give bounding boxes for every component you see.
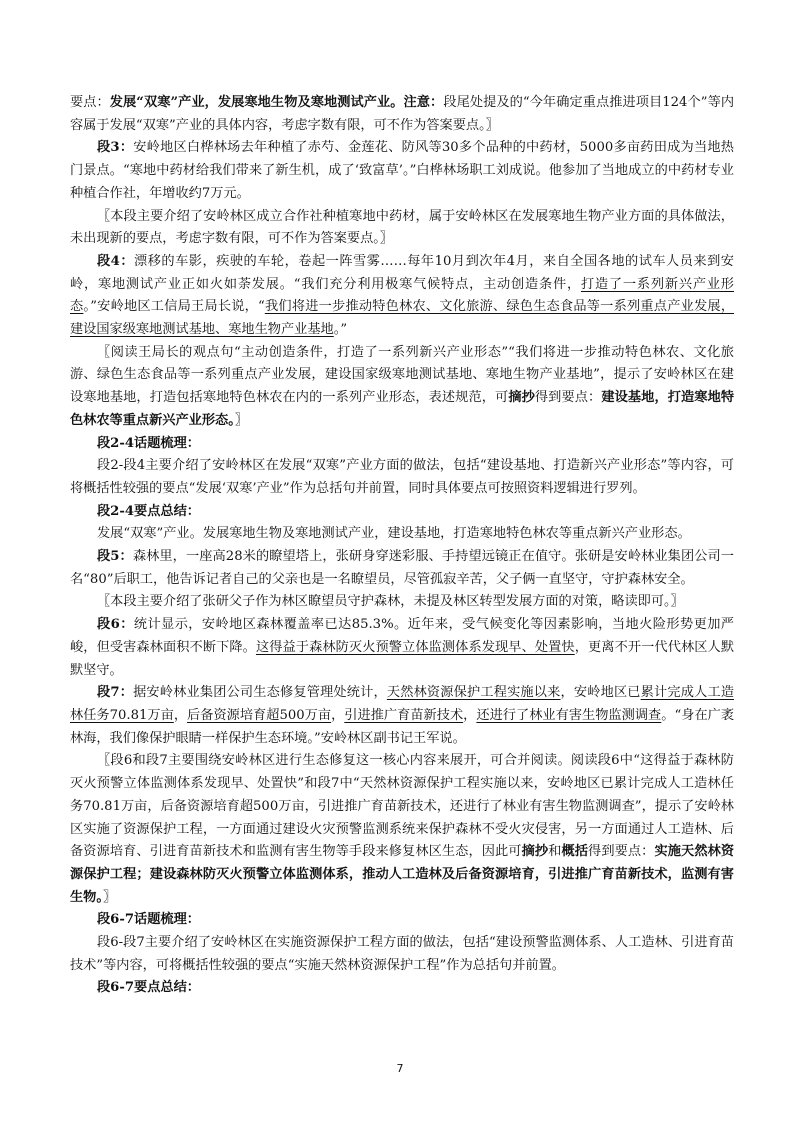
text-run: 。”安岭地区工信局王局长说，“: [83, 299, 265, 315]
bold-text: 概括: [561, 844, 589, 860]
text-run: 得到要点：: [588, 844, 655, 860]
underlined-text: 打造了一系列新兴产业形态: [70, 276, 734, 315]
text-run: 〖本段主要介绍了张研父子作为林区瞭望员守护森林，未提及林区转型发展方面的对策，略读即可。〗: [97, 594, 684, 610]
bold-text: 段2-4要点总结：: [97, 503, 200, 519]
underlined-text: 引进推广育苗新技术: [344, 707, 464, 723]
text-run: 和: [548, 844, 562, 860]
paragraph: [70, 614, 734, 682]
paragraph: [70, 977, 734, 1000]
text-run: 要点：: [70, 95, 110, 110]
bold-text: 建设基地，打造寒地特色林农等重点新兴产业形态。: [70, 390, 735, 428]
bold-text: 段2-4话题梳理：: [97, 435, 200, 451]
text-run: 〗: [102, 889, 117, 905]
paragraph: [70, 92, 734, 137]
text-run: 得到要点：: [534, 390, 602, 406]
text-run: 。“身在广袤林海，我们像保护眼睛一样保护生态环境。”安岭林区副书记王军说。: [70, 707, 735, 746]
paragraph: [70, 137, 734, 205]
bold-text: 注意：: [403, 95, 444, 110]
text-run: 〗: [234, 412, 249, 428]
bold-text: 段7：: [97, 685, 134, 701]
text-run: 发展“双寒”产业。发展寒地生物及寒地测试产业，建设基地，打造寒地特色林农等重点新兴产业形态。: [97, 526, 691, 542]
page-number: 7: [396, 1062, 404, 1075]
underlined-text: 后备资源培育超500万亩: [187, 707, 332, 723]
paragraph: [70, 433, 734, 456]
underlined-text: 还进行了林业有害生物监测调查: [476, 707, 662, 723]
paragraph: [70, 909, 734, 932]
text-run: 。”: [333, 322, 348, 338]
bold-text: 摘抄: [521, 844, 549, 860]
paragraph: [70, 546, 734, 591]
paragraph: [70, 455, 734, 500]
text-run: ，安岭地区已: [560, 685, 641, 701]
paragraph: [70, 251, 734, 342]
bold-text: 段4：: [97, 253, 135, 269]
text-run: 统计显示，安岭地区森林覆盖率已达85.3%。近年来，受气候变化等因素影响，当地火险形势更加严峻，但受害森林面积不断下降。: [70, 617, 734, 655]
text-run: ，: [173, 707, 188, 723]
bold-text: 段6-7要点总结：: [97, 980, 200, 996]
text-run: 段尾处提及的“今年确定重点推进项目124个”等内容属于发展“双寒”产业的具体内容，考虑字数有限，可不作为答案要点。〗: [70, 95, 735, 133]
paragraph: [70, 750, 734, 909]
underlined-text: 我们将进一步推动特色林农、文化旅游、绿色生态食品等一系列重点产业发展，建设国家级寒地测试基地、寒地生物产业基地: [70, 299, 735, 338]
text-run: 〖本段主要介绍了安岭林区成立合作社种植寒地中药材，属于安岭林区在发展寒地生物产业方面的具体做法，未出现新的要点，考虑字数有限，可不作为答案要点。〗: [70, 208, 734, 247]
text-run: ，: [331, 707, 345, 723]
page-body: [70, 92, 734, 1000]
text-run: 段6-段7主要介绍了安岭林区在实施资源保护工程方面的做法，包括“建设预警监测体系、人工造林、引进育苗技术”等内容，可将概括性较强的要点“实施天然林资源保护工程”作为总括句并前置。: [70, 935, 734, 973]
paragraph: [70, 501, 734, 524]
text-run: ，更离不开一代代林区人默默坚守。: [70, 639, 735, 678]
paragraph: [70, 591, 734, 614]
bold-text: 段5：: [97, 549, 133, 565]
paragraph: [70, 206, 734, 251]
underlined-text: 天然林资源保护工程实施以来: [386, 685, 561, 701]
underlined-text: 这得益于森林防灭火预警立体监测体系发现早、处置快: [255, 639, 575, 655]
text-run: 段2-段4主要介绍了安岭林区在发展“双寒”产业方面的做法，包括“建设基地、打造新兴产业形态”等内容，可将概括性较强的要点“发展‘双寒’产业”作为总括句并前置，同时具体要点可按照资料逻辑进行罗列。: [70, 458, 734, 496]
text-run: 据安岭林业集团公司生态修复管理处统计，: [133, 685, 387, 701]
underlined-text: 累计完成人工造林任务70.81万亩: [70, 685, 735, 723]
bold-text: 段6：: [97, 617, 134, 633]
bold-text: 段3：: [97, 140, 134, 156]
text-run: ，: [463, 707, 477, 723]
text-run: 安岭地区白桦林场去年种植了赤芍、金莲花、防风等30多个品种的中药材，5000多亩药田成为当地热门景点。“寒地中药材给我们带来了新生机，成了‘致富草’。”白桦林场职工刘成说。他参加了当地成立的中药材专业种植合作社，年增收约7万元。: [70, 140, 734, 201]
bold-text: 发展“双寒”产业，发展寒地生物及寒地测试产业。: [109, 95, 404, 110]
text-run: 森林里，一座高28米的瞭望塔上，张研身穿迷彩服、手持望远镜正在值守。张研是安岭林业集团公司一名“80”后职工，他告诉记者自己的父亲也是一名瞭望员，尽管孤寂辛苦，父子俩一直坚守，守护森林安全。: [70, 549, 734, 587]
text-run: 〖阅读王局长的观点句“主动创造条件，打造了一系列新兴产业形态”“我们将进一步推动特色林农、文化旅游、绿色生态食品等一系列重点产业发展，建设国家级寒地测试基地、寒地生物产业基地”，提示了安岭林区在建设寒地基地，打造包括寒地特色林农在内的一系列产业形态，表述规范，可: [70, 344, 734, 406]
bold-text: 实施天然林资源保护工程；建设森林防灭火预警立体监测体系，推动人工造林及后备资源培育，引进推广育苗新技术，监测有害生物。: [70, 844, 735, 905]
paragraph: [70, 932, 734, 977]
bold-text: 段6-7话题梳理：: [97, 912, 200, 928]
bold-text: 摘抄: [508, 390, 535, 406]
text-run: 〖段6和段7主要围绕安岭林区进行生态修复这一核心内容来展开，可合并阅读。阅读段6中“这得益于森林防灭火预警立体监测体系发现早、处置快”和段7中“天然林资源保护工程实施以来，安岭地区已累计完成人工造林任务70.81万亩，后备资源培育超500万亩，引进推广育苗新技术，还进行了林业有害生物监测调查”，提示了安岭林区实施了资源保护工程，一方面通过建设火灾预警监测系统来保护森林不受火灾侵害，另一方面通过人工造林、后备资源培育、引进育苗新技术和监测有害生物等手段来修复林区生态，因此可: [70, 753, 734, 860]
paragraph: [70, 682, 734, 750]
paragraph: [70, 342, 734, 433]
text-run: 漂移的车影，疾驶的车轮，卷起一阵雪雾……每年10月到次年4月，来自全国各地的试车人员来到安岭，寒地测试产业正如火如荼发展。“我们充分利用极寒气候特点，主动创造条件，: [70, 253, 734, 292]
paragraph: [70, 523, 734, 546]
